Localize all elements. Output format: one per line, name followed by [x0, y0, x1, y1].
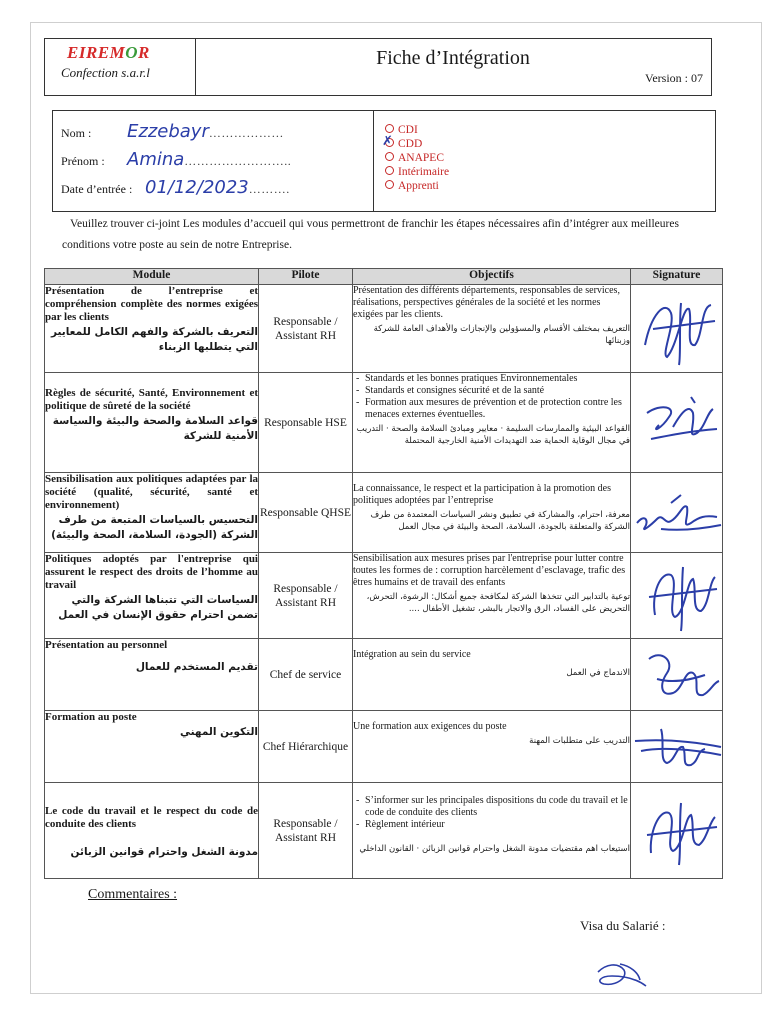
signature-cell[interactable]	[631, 783, 723, 879]
column-header-pilote: Pilote	[259, 269, 353, 285]
objectives-cell: - Standards et les bonnes pratiques Environnementales - Standards et consignes sécurité et de la santé - Formation aux mesures de prévention et de protection contre les menaces externes éventuelles. القواعد البيئية والممارسات السليمة · معايير ومبادئ السلامة والصحة · التدريب في مجال الوقاية الحماية ضد التهديدات الأمنية الخارجية المحتملة	[353, 373, 631, 473]
table-row	[45, 285, 723, 373]
radio-icon[interactable]	[385, 166, 394, 175]
module-cell: Le code du travail et le respect du code de conduite des clients مدونة الشغل واحترام قوانين الزبائن	[45, 783, 259, 879]
pilot-cell: Responsable HSE	[259, 373, 353, 473]
signature-mark	[631, 285, 723, 373]
date-entree-field[interactable]: Date d’entrée : 01/12/2023……….	[61, 177, 290, 198]
radio-icon[interactable]	[385, 124, 394, 133]
table-row	[45, 553, 723, 639]
contract-option-apprenti[interactable]: Apprenti	[385, 179, 449, 193]
pilot-cell: Chef de service	[259, 639, 353, 711]
pilot-cell: Chef Hiérarchique	[259, 711, 353, 783]
column-header-module: Module	[45, 269, 259, 285]
radio-icon[interactable]	[385, 152, 394, 161]
pilot-cell: Responsable / Assistant RH	[259, 285, 353, 373]
signature-cell[interactable]	[631, 711, 723, 783]
intro-paragraph: Veuillez trouver ci-joint Les modules d’accueil qui vous permettront de franchir les étapes nécessaires afin d’intégrer aux meilleures conditions votre poste au sein de notre Entreprise.	[62, 218, 679, 251]
objectives-cell: Une formation aux exigences du poste التدريب على متطلبات المهنة	[353, 711, 631, 783]
signature-mark	[631, 711, 723, 783]
signature-mark	[631, 373, 723, 473]
modules-table	[44, 268, 723, 879]
signature-cell[interactable]	[631, 285, 723, 373]
table-row	[45, 639, 723, 711]
signature-cell[interactable]	[631, 639, 723, 711]
signature-cell[interactable]	[631, 373, 723, 473]
date-entree-value: 01/12/2023	[145, 177, 249, 198]
nom-field[interactable]: Nom : Ezzebayr………………	[61, 121, 284, 142]
radio-icon[interactable]	[385, 180, 394, 189]
module-cell: Sensibilisation aux politiques adaptées par la société (qualité, sécurité, santé et environnement) التحسيس بالسياسات المتبعة من طرف الشركة (الجودة، السلامة، الصحة والبيئة)	[45, 473, 259, 553]
pilot-cell: Responsable / Assistant RH	[259, 783, 353, 879]
prenom-field[interactable]: Prénom : Amina……………………..	[61, 149, 292, 170]
pilot-cell: Responsable QHSE	[259, 473, 353, 553]
employee-info-box	[52, 110, 716, 212]
visa-label: Visa du Salarié :	[580, 918, 666, 933]
nom-value: Ezzebayr	[127, 121, 209, 142]
contract-option-cdd[interactable]: ✗ CDD	[382, 134, 423, 150]
table-row	[45, 373, 723, 473]
table-row	[45, 711, 723, 783]
objectives-cell: Sensibilisation aux mesures prises par l'entreprise pour lutter contre toutes les formes de : corruption harcèlement d’esclavage, trafic des êtres humains et de travail des enfants توعية بالتدابير التي تتخذها الشركة لمكافحة جميع أشكال: الرشوة، التحرش، التحريض على الفساد، الرق والاتجار بالبشر، تشغيل الأطفال ....	[353, 553, 631, 639]
module-cell: Règles de sécurité, Santé, Environnement et politique de sûreté de la société قواعد السلامة والصحة والبيئة والسياسة الأمنية للشركة	[45, 373, 259, 473]
objectives-cell: - S’informer sur les principales dispositions du code du travail et le code de conduite des clients - Règlement intérieur استيعاب اهم مقتضيات مدونة الشغل واحترام قوانين الزبائن · القانون الداخلي	[353, 783, 631, 879]
prenom-value: Amina	[127, 149, 185, 170]
column-header-signature: Signature	[631, 269, 723, 285]
signature-mark	[631, 783, 723, 879]
table-row	[45, 783, 723, 879]
cross-mark-icon: ✗	[382, 134, 393, 149]
signature-mark	[631, 553, 723, 639]
company-logo	[45, 39, 196, 95]
objectives-cell: La connaissance, le respect et la participation à la promotion des politiques adoptées par l’entreprise معرفة، احترام، والمشاركة في تطبيق ونشر السياسات المعتمدة من طرف الشركة والمتعلقة بالجودة، السلامة، الصحة والبيئة في مجال العمل	[353, 473, 631, 553]
employee-signature[interactable]	[590, 958, 650, 994]
document-header	[44, 38, 712, 96]
signature-mark	[631, 639, 723, 711]
table-row	[45, 473, 723, 553]
column-header-objectifs: Objectifs	[353, 269, 631, 285]
contract-option-anapec[interactable]: ANAPEC	[385, 151, 449, 165]
table-header-row	[45, 269, 723, 285]
comments-label: Commentaires :	[88, 887, 178, 902]
contract-option-cdi[interactable]: CDI	[385, 123, 449, 137]
document-version: Version : 07	[645, 71, 703, 85]
pilot-cell: Responsable / Assistant RH	[259, 553, 353, 639]
document-title: Fiche d’Intégration	[376, 47, 530, 69]
employee-identity	[53, 111, 374, 211]
module-cell: Politiques adoptés par l'entreprise qui assurent le respect des droits de l’homme au travail السياسات التي تتبناها الشركة والتي تضمن احترام حقوق الإنسان في العمل	[45, 553, 259, 639]
contract-option-interimaire[interactable]: Intérimaire	[385, 165, 449, 179]
company-name: EIREMOR	[67, 43, 150, 62]
company-subtitle: Confection s.a.r.l	[61, 65, 150, 80]
module-cell: Présentation au personnel تقديم المستخدم للعمال	[45, 639, 259, 711]
module-cell: Formation au poste التكوين المهني	[45, 711, 259, 783]
objectives-cell: Présentation des différents départements, responsables de services, réalisations, perspectives générales de la société et les normes exigées par les clients. التعريف بمختلف الأقسام والمسؤولين والإنجازات والأهداف العامة للشركة وزبنائها	[353, 285, 631, 373]
contract-type-options	[382, 123, 450, 193]
signature-cell[interactable]	[631, 553, 723, 639]
objectives-cell: Intégration au sein du service الاندماج في العمل	[353, 639, 631, 711]
module-cell: Présentation de l’entreprise et compréhension complète des normes exigées par les clients التعريف بالشركة والفهم الكامل للمعايير التي يتطلبها الزبناء	[45, 285, 259, 373]
signature-cell[interactable]	[631, 473, 723, 553]
signature-mark	[631, 473, 723, 553]
